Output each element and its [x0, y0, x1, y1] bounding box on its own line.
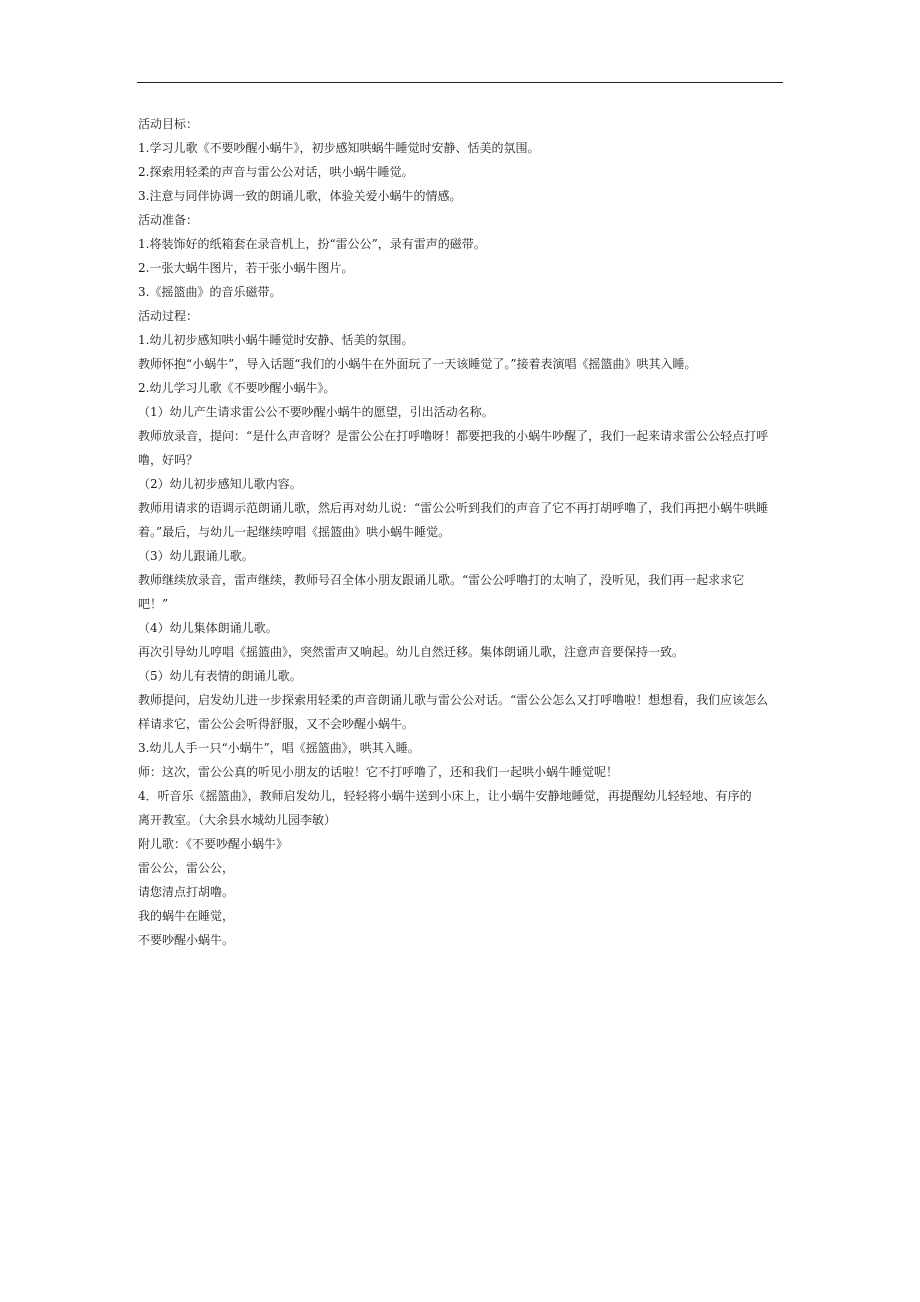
process-text-line: 教师用请求的语调示范朗诵儿歌，然后再对幼儿说：“雷公公听到我们的声音了它不再打胡呼噜了，我们再把小蜗牛哄睡: [138, 501, 769, 515]
section-heading-goals: 活动目标：: [138, 117, 199, 131]
process-substep-3: （3）幼儿跟诵儿歌。: [138, 549, 254, 563]
process-step-1: 1.幼儿初步感知哄小蜗牛睡觉时安静、恬美的氛围。: [138, 333, 414, 347]
process-text-line: 教师提问，启发幼儿进一步探索用轻柔的声音朗诵儿歌与雷公公对话。“雷公公怎么又打呼噜啦！想想看，我们应该怎么: [138, 693, 769, 707]
process-text-line: 再次引导幼儿哼唱《摇篮曲》，突然雷声又响起。幼儿自然迁移。集体朗诵儿歌，注意声音要保持一致。: [138, 645, 685, 659]
poem-line: 不要吵醒小蜗牛。: [138, 933, 235, 947]
process-text-line: 着。”最后，与幼儿一起继续哼唱《摇篮曲》哄小蜗牛睡觉。: [138, 525, 451, 539]
poem-line: 请您清点打胡噜。: [138, 885, 235, 899]
process-substep-5: （5）幼儿有表情的朗诵儿歌。: [138, 669, 302, 683]
goal-item-3: 3.注意与同伴协调一致的朗诵儿歌，体验关爱小蜗牛的情感。: [138, 189, 462, 203]
process-text-line: 师：这次，雷公公真的听见小朋友的话啦！它不打呼噜了，还和我们一起哄小蜗牛睡觉呢！: [138, 765, 619, 779]
process-text-line: 教师放录音，提问：“是什么声音呀？是雷公公在打呼噜呀！都要把我的小蜗牛吵醒了，我们一起来请求雷公公轻点打呼: [138, 429, 769, 443]
process-text-line: 教师怀抱“小蜗牛”，导入话题“我们的小蜗牛在外面玩了一天该睡觉了。”接着表演唱《摇篮曲》哄其入睡。: [138, 357, 697, 371]
section-heading-process: 活动过程：: [138, 309, 199, 323]
appendix-heading: 附儿歌：《不要吵醒小蜗牛》: [138, 837, 289, 851]
goal-item-1: 1.学习儿歌《不要吵醒小蜗牛》，初步感知哄蜗牛睡觉时安静、恬美的氛围。: [138, 141, 540, 155]
process-substep-4: （4）幼儿集体朗诵儿歌。: [138, 621, 278, 635]
process-step-2: 2.幼儿学习儿歌《不要吵醒小蜗牛》。: [138, 381, 336, 395]
process-substep-2: （2）幼儿初步感知儿歌内容。: [138, 477, 302, 491]
document-body: [138, 112, 784, 952]
process-text-line: 离开教室。（大余县水城幼儿园李敏）: [138, 813, 337, 827]
prep-item-1: 1.将装饰好的纸箱套在录音机上，扮“雷公公”，录有雷声的磁带。: [138, 237, 486, 251]
process-text-line: 吧！”: [138, 597, 169, 611]
header-rule: [137, 82, 783, 83]
poem-line: 雷公公，雷公公，: [138, 861, 235, 875]
poem-line: 我的蜗牛在睡觉，: [138, 909, 235, 923]
process-substep-1: （1）幼儿产生请求雷公公不要吵醒小蜗牛的愿望，引出活动名称。: [138, 405, 494, 419]
prep-item-3: 3.《摇篮曲》的音乐磁带。: [138, 285, 282, 299]
process-step-4: 4．听音乐《摇篮曲》，教师启发幼儿，轻轻将小蜗牛送到小床上，让小蜗牛安静地睡觉，再提醒幼儿轻轻地、有序的: [138, 789, 752, 803]
process-step-3: 3.幼儿人手一只“小蜗牛”，唱《摇篮曲》，哄其入睡。: [138, 741, 420, 755]
process-text-line: 样请求它，雷公公会听得舒服，又不会吵醒小蜗牛。: [138, 717, 415, 731]
process-text-line: 噜，好吗？: [138, 453, 199, 467]
process-text-line: 教师继续放录音，雷声继续，教师号召全体小朋友跟诵儿歌。“雷公公呼噜打的太响了，没听见，我们再一起求求它: [138, 573, 745, 587]
section-heading-preparation: 活动准备：: [138, 213, 199, 227]
goal-item-2: 2.探索用轻柔的声音与雷公公对话，哄小蜗牛睡觉。: [138, 165, 414, 179]
prep-item-2: 2.一张大蜗牛图片，若干张小蜗牛图片。: [138, 261, 354, 275]
